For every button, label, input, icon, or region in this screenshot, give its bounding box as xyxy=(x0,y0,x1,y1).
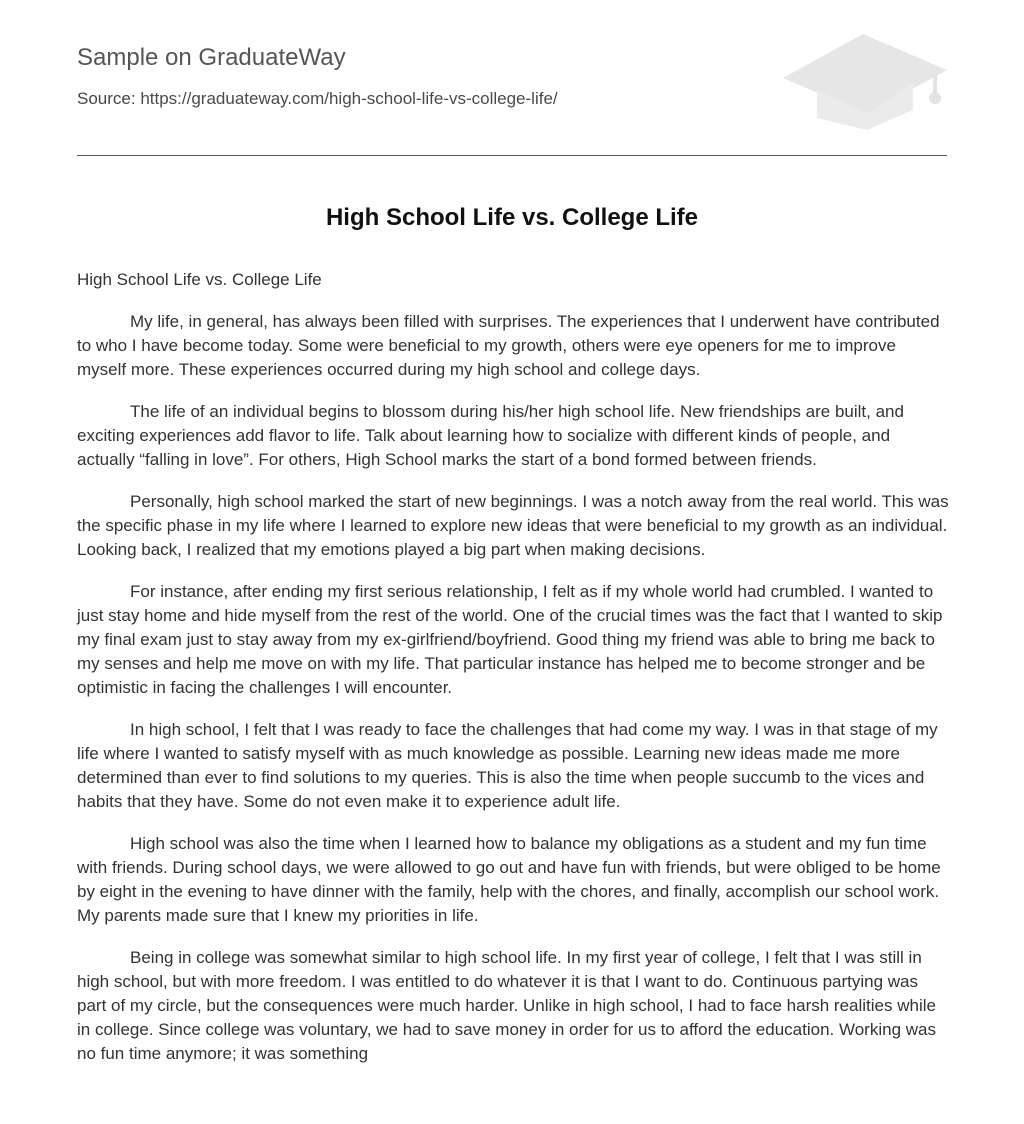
source-line xyxy=(77,89,558,109)
source-link[interactable]: https://graduateway.com/high-school-life-vs-college-life/ xyxy=(140,89,558,108)
article-intro: High School Life vs. College Life xyxy=(77,270,322,289)
article-body xyxy=(77,268,949,1084)
paragraph: Personally, high school marked the start of new beginnings. I was a notch away from the real world. This was the specific phase in my life where I learned to explore new ideas that were beneficial to my growth as an individual. Looking back, I realized that my emotions played a big part when making decisions. xyxy=(77,492,949,559)
paragraph: The life of an individual begins to blossom during his/her high school life. New friendships are built, and exciting experiences add flavor to life. Talk about learning how to socialize with different kinds of people, and actually “falling in love”. For others, High School marks the start of a bond formed between friends. xyxy=(77,402,904,469)
header-divider xyxy=(77,155,947,156)
page-header xyxy=(77,0,947,156)
page-title: High School Life vs. College Life xyxy=(325,204,699,231)
paragraph: My life, in general, has always been filled with surprises. The experiences that I underwent have contributed to who I have become today. Some were beneficial to my growth, others were eye openers for me to improve myself more. These experiences occurred during my high school and college days. xyxy=(77,312,940,379)
cap-board xyxy=(783,34,947,114)
graduation-cap-icon xyxy=(781,30,947,134)
paragraph: High school was also the time when I learned how to balance my obligations as a student and my fun time with friends. During school days, we were allowed to go out and have fun with friends, but were obliged to be home by eight in the evening to have dinner with the family, help with the chores, and finally, accomplish our school work. My parents made sure that I knew my priorities in life. xyxy=(77,834,941,925)
brand-title: Sample on GraduateWay xyxy=(77,44,346,71)
paragraph: In high school, I felt that I was ready to face the challenges that had come my way. I was in that stage of my life where I wanted to satisfy myself with as much knowledge as possible. Learning new ideas made me more determined than ever to find solutions to my queries. This is also the time when people succumb to the vices and habits that they have. Some do not even make it to experience adult life. xyxy=(77,720,938,811)
paragraph: For instance, after ending my first serious relationship, I felt as if my whole world had crumbled. I wanted to just stay home and hide myself from the rest of the world. One of the crucial times was the fact that I wanted to skip my final exam just to stay away from my ex-girlfriend/boyfriend. Good thing my friend was able to bring me back to my senses and help me move on with my life. That particular instance has helped me to become stronger and be optimistic in facing the challenges I will encounter. xyxy=(77,582,943,697)
cap-tassel xyxy=(929,92,941,104)
paragraph: Being in college was somewhat similar to high school life. In my first year of college, I felt that I was still in high school, but with more freedom. I was entitled to do whatever it is that I want to do. Continuous partying was part of my circle, but the consequences were much harder. Unlike in high school, I had to face harsh realities while in college. Since college was voluntary, we had to save money in order for us to afford the education. Working was no fun time anymore; it was something xyxy=(77,948,936,1063)
source-label: Source: xyxy=(77,89,141,108)
